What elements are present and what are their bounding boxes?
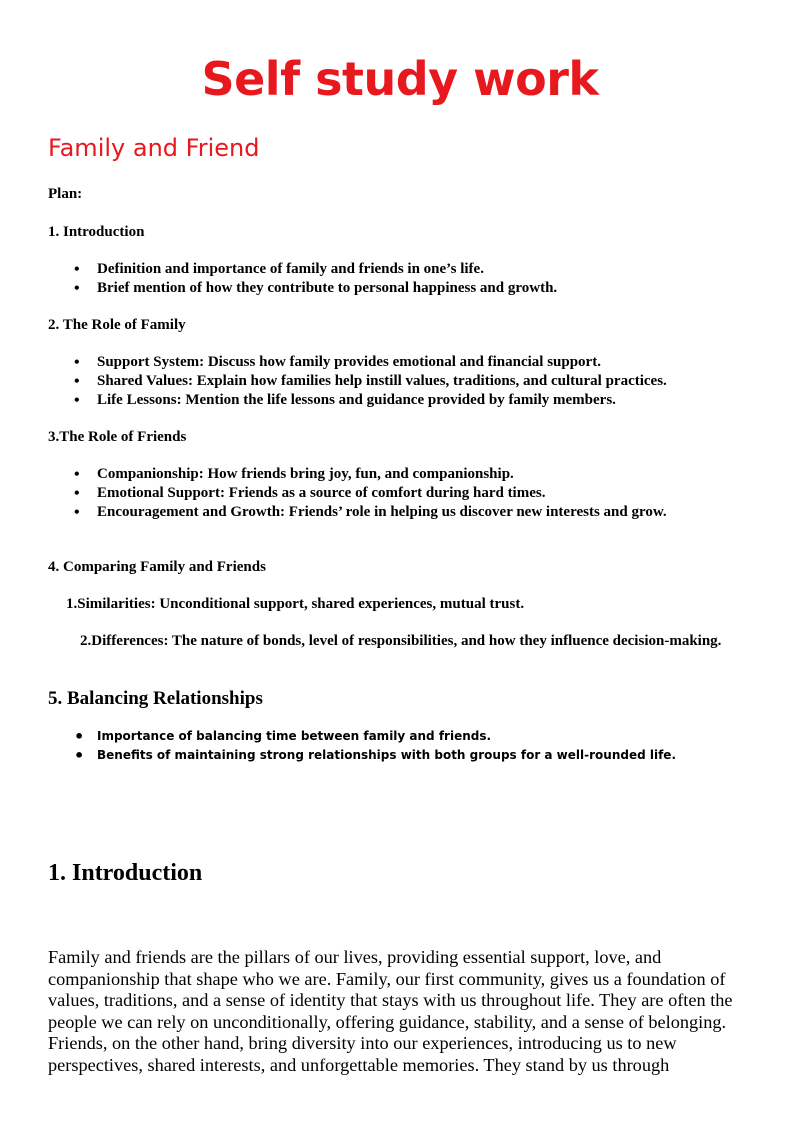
list-item: • Emotional Support: Friends as a source of comfort during hard times. — [48, 484, 768, 503]
section-3-heading: 3.The Role of Friends — [48, 429, 187, 445]
section-5-heading: 5. Balancing Relationships — [48, 688, 263, 709]
introduction-heading: 1. Introduction — [48, 860, 203, 886]
plan-label: Plan: — [48, 186, 83, 202]
section-1-list — [48, 260, 768, 298]
document-subtitle: Family and Friend — [48, 134, 260, 162]
similarities-text: 1.Similarities: Unconditional support, shared experiences, mutual trust. — [66, 596, 525, 612]
list-item: • Companionship: How friends bring joy, fun, and companionship. — [48, 465, 768, 484]
list-item: • Shared Values: Explain how families help instill values, traditions, and cultural practices. — [48, 372, 768, 391]
differences-text: 2.Differences: The nature of bonds, level of responsibilities, and how they influence decision-making. — [80, 633, 722, 649]
list-item: • Importance of balancing time between family and friends. — [48, 727, 768, 746]
section-1-heading: 1. Introduction — [48, 224, 145, 240]
section-5-list — [48, 727, 768, 765]
list-item: • Brief mention of how they contribute to personal happiness and growth. — [48, 279, 768, 298]
document-title: Self study work — [201, 52, 599, 106]
section-4-heading: 4. Comparing Family and Friends — [48, 559, 266, 575]
section-2-list — [48, 353, 768, 410]
list-item: • Support System: Discuss how family provides emotional and financial support. — [48, 353, 768, 372]
introduction-paragraph: Family and friends are the pillars of our lives, providing essential support, love, and companionship that shape who we are. Family, our first community, gives us a foundation of values, traditions, and a sense of identity that stays with us throughout life. They are often the people we can rely on unconditionally, offering guidance, stability, and a sense of belonging. Friends, on the other hand, bring diversity into our experiences, introducing us to new perspectives, shared interests, and unforgettable memories. They stand by us through — [48, 947, 733, 1075]
section-2-heading: 2. The Role of Family — [48, 317, 186, 333]
list-item: • Definition and importance of family and friends in one’s life. — [48, 260, 768, 279]
list-item: • Life Lessons: Mention the life lessons and guidance provided by family members. — [48, 391, 768, 410]
list-item: • Benefits of maintaining strong relationships with both groups for a well-rounded life. — [48, 746, 768, 765]
section-3-list — [48, 465, 768, 522]
list-item: • Encouragement and Growth: Friends’ role in helping us discover new interests and grow. — [48, 503, 768, 522]
